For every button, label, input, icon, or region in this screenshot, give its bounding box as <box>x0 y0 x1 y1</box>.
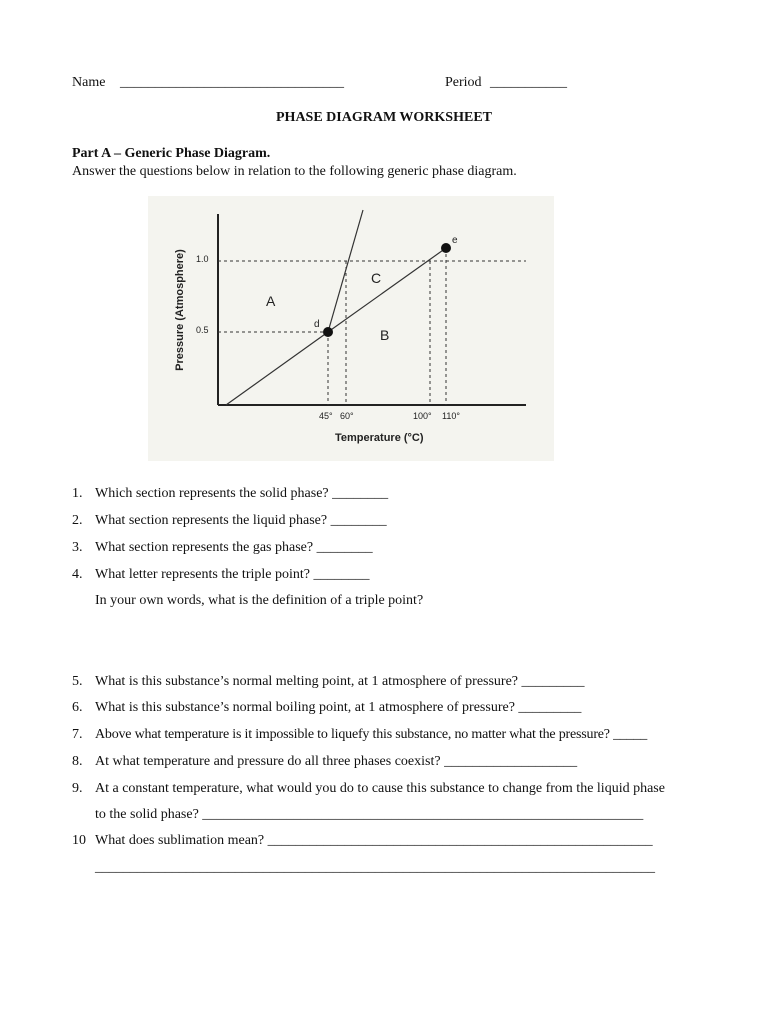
region-label-c: C <box>371 270 382 286</box>
question-number: 9. <box>72 781 83 796</box>
y-tick-label: 1.0 <box>196 254 209 264</box>
x-axis-title: Temperature (°C) <box>335 432 424 444</box>
question-text: What section represents the gas phase? ________ <box>95 540 373 555</box>
question-text: At a constant temperature, what would you do to cause this substance to change from the liquid phase <box>95 781 665 796</box>
question-text: What letter represents the triple point? ________ <box>95 567 370 582</box>
question-text: What does sublimation mean? _______________________________________________________ <box>95 833 653 848</box>
answer-line: ________________________________________________________________________________ <box>95 860 655 875</box>
critical-point-e <box>441 243 451 253</box>
x-tick-label: 60° <box>340 411 354 421</box>
question-text: Which section represents the solid phase? ________ <box>95 486 389 501</box>
x-tick-label: 110° <box>442 411 460 421</box>
question-number: 7. <box>72 727 83 742</box>
point-label-e: e <box>452 235 458 246</box>
region-label-a: A <box>266 293 276 309</box>
question-number: 5. <box>72 674 83 689</box>
question-text: What is this substance’s normal melting point, at 1 atmosphere of pressure? _________ <box>95 674 585 689</box>
part-a-intro: Answer the questions below in relation to the following generic phase diagram. <box>72 164 517 179</box>
point-label-d: d <box>314 319 320 330</box>
question-text: What is this substance’s normal boiling point, at 1 atmosphere of pressure? _________ <box>95 700 582 715</box>
question-text: At what temperature and pressure do all three phases coexist? ___________________ <box>95 754 578 769</box>
diagram-background <box>148 196 554 461</box>
question-number: 3. <box>72 540 83 555</box>
question-text: Above what temperature is it impossible to liquefy this substance, no matter what the pressure? _____ <box>95 727 648 742</box>
question-text: What section represents the liquid phase? ________ <box>95 513 387 528</box>
question-text: to the solid phase? _______________________________________________________________ <box>95 807 644 822</box>
question-text: In your own words, what is the definition of a triple point? <box>95 593 424 608</box>
question-number: 4. <box>72 567 83 582</box>
question-number: 6. <box>72 700 83 715</box>
part-a-heading: Part A – Generic Phase Diagram. <box>72 146 271 161</box>
x-tick-label: 45° <box>319 411 333 421</box>
period-label: Period <box>445 75 482 90</box>
y-tick-label: 0.5 <box>196 325 209 335</box>
y-axis-title: Pressure (Atmosphere) <box>174 249 186 371</box>
question-number: 2. <box>72 513 83 528</box>
x-tick-label: 100° <box>413 411 432 421</box>
question-number: 10 <box>72 833 86 848</box>
name-label: Name <box>72 75 106 90</box>
question-number: 8. <box>72 754 83 769</box>
region-label-b: B <box>380 327 390 343</box>
name-field[interactable]: ________________________________ <box>120 75 344 90</box>
question-number: 1. <box>72 486 83 501</box>
period-field[interactable]: ___________ <box>490 75 567 90</box>
phase-diagram <box>148 196 554 461</box>
worksheet-title: PHASE DIAGRAM WORKSHEET <box>276 110 492 125</box>
triple-point-d <box>323 327 333 337</box>
